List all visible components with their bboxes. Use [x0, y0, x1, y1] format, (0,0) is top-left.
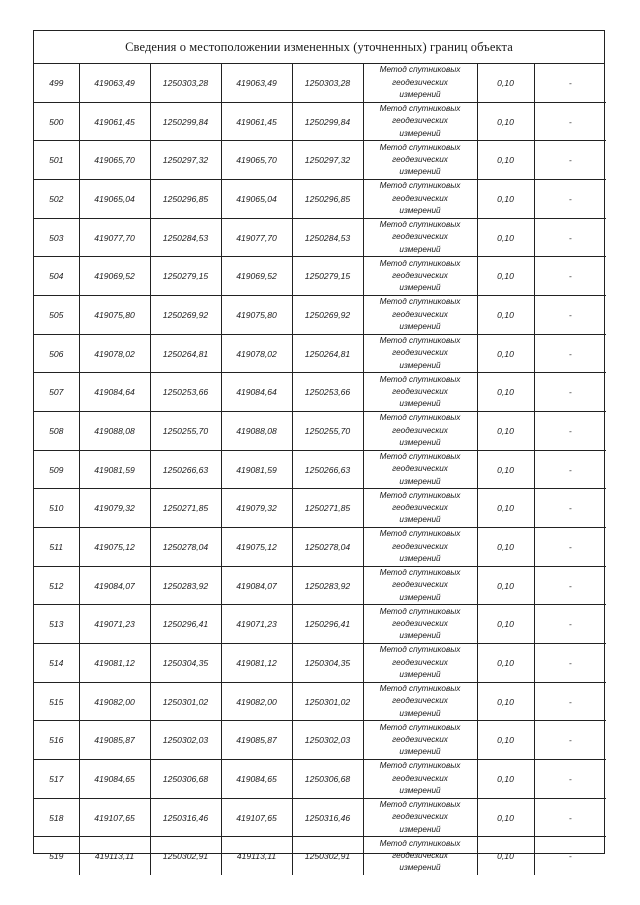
method-line: Метод спутниковых	[379, 413, 461, 423]
method-line: измерений	[399, 244, 441, 254]
accuracy-cell: 0,10	[477, 760, 534, 799]
point-number-cell: 513	[34, 605, 79, 644]
refined-x-cell: 419088,08	[221, 412, 292, 451]
existing-x-cell: 419077,70	[79, 218, 150, 257]
coordinates-table	[34, 64, 606, 875]
method-cell	[363, 489, 477, 528]
table-row	[34, 412, 606, 451]
method-line: измерений	[399, 670, 441, 680]
accuracy-cell: 0,10	[477, 373, 534, 412]
method-cell	[363, 760, 477, 799]
existing-y-cell: 1250278,04	[150, 528, 221, 567]
existing-x-cell: 419069,52	[79, 257, 150, 296]
method-cell	[363, 798, 477, 837]
refined-x-cell: 419079,32	[221, 489, 292, 528]
refined-x-cell: 419084,07	[221, 566, 292, 605]
refined-y-cell: 1250303,28	[292, 64, 363, 102]
refined-y-cell: 1250278,04	[292, 528, 363, 567]
method-line: геодезических	[392, 425, 448, 435]
method-line: Метод спутниковых	[379, 374, 461, 384]
accuracy-cell: 0,10	[477, 257, 534, 296]
existing-x-cell: 419065,04	[79, 180, 150, 219]
point-number-cell: 510	[34, 489, 79, 528]
method-line: геодезических	[392, 232, 448, 242]
table-row	[34, 605, 606, 644]
method-line: геодезических	[392, 309, 448, 319]
point-number-cell: 502	[34, 180, 79, 219]
existing-y-cell: 1250264,81	[150, 334, 221, 373]
existing-y-cell: 1250301,02	[150, 682, 221, 721]
method-line: геодезических	[392, 77, 448, 87]
table-row	[34, 837, 606, 875]
refined-y-cell: 1250297,32	[292, 141, 363, 180]
method-line: Метод спутниковых	[379, 181, 461, 191]
existing-x-cell: 419061,45	[79, 102, 150, 141]
refined-y-cell: 1250264,81	[292, 334, 363, 373]
table-row	[34, 798, 606, 837]
method-line: геодезических	[392, 812, 448, 822]
refined-x-cell: 419061,45	[221, 102, 292, 141]
existing-x-cell: 419081,12	[79, 644, 150, 683]
refined-x-cell: 419069,52	[221, 257, 292, 296]
point-number-cell: 519	[34, 837, 79, 875]
method-cell	[363, 412, 477, 451]
existing-y-cell: 1250302,03	[150, 721, 221, 760]
table-row	[34, 180, 606, 219]
method-line: измерений	[399, 167, 441, 177]
method-line: геодезических	[392, 154, 448, 164]
existing-x-cell: 419075,12	[79, 528, 150, 567]
note-cell: -	[534, 257, 606, 296]
method-line: измерений	[399, 206, 441, 216]
note-cell: -	[534, 412, 606, 451]
point-number-cell: 506	[34, 334, 79, 373]
table-row	[34, 296, 606, 335]
accuracy-cell: 0,10	[477, 605, 534, 644]
refined-y-cell: 1250284,53	[292, 218, 363, 257]
method-cell	[363, 373, 477, 412]
existing-x-cell: 419075,80	[79, 296, 150, 335]
accuracy-cell: 0,10	[477, 837, 534, 875]
method-line: геодезических	[392, 464, 448, 474]
table-row	[34, 141, 606, 180]
existing-x-cell: 419071,23	[79, 605, 150, 644]
method-cell	[363, 296, 477, 335]
method-line: измерений	[399, 708, 441, 718]
method-cell	[363, 721, 477, 760]
table-row	[34, 721, 606, 760]
refined-x-cell: 419078,02	[221, 334, 292, 373]
method-line: измерений	[399, 631, 441, 641]
point-number-cell: 508	[34, 412, 79, 451]
existing-x-cell: 419113,11	[79, 837, 150, 875]
point-number-cell: 507	[34, 373, 79, 412]
table-row	[34, 64, 606, 102]
refined-y-cell: 1250302,91	[292, 837, 363, 875]
table-row	[34, 682, 606, 721]
existing-y-cell: 1250284,53	[150, 218, 221, 257]
note-cell: -	[534, 218, 606, 257]
table-row	[34, 257, 606, 296]
accuracy-cell: 0,10	[477, 334, 534, 373]
refined-y-cell: 1250296,85	[292, 180, 363, 219]
accuracy-cell: 0,10	[477, 102, 534, 141]
existing-x-cell: 419081,59	[79, 450, 150, 489]
refined-y-cell: 1250302,03	[292, 721, 363, 760]
refined-y-cell: 1250299,84	[292, 102, 363, 141]
table-title: Сведения о местоположении измененных (уточненных) границ объекта	[34, 31, 604, 64]
method-line: Метод спутниковых	[379, 761, 461, 771]
note-cell: -	[534, 721, 606, 760]
accuracy-cell: 0,10	[477, 412, 534, 451]
method-line: измерений	[399, 283, 441, 293]
method-line: Метод спутниковых	[379, 799, 461, 809]
refined-y-cell: 1250266,63	[292, 450, 363, 489]
method-cell	[363, 682, 477, 721]
refined-x-cell: 419085,87	[221, 721, 292, 760]
note-cell: -	[534, 682, 606, 721]
refined-x-cell: 419075,80	[221, 296, 292, 335]
note-cell: -	[534, 64, 606, 102]
existing-x-cell: 419084,07	[79, 566, 150, 605]
method-line: геодезических	[392, 193, 448, 203]
existing-y-cell: 1250255,70	[150, 412, 221, 451]
method-line: геодезических	[392, 580, 448, 590]
table-row	[34, 489, 606, 528]
method-line: геодезических	[392, 619, 448, 629]
refined-x-cell: 419065,04	[221, 180, 292, 219]
method-line: Метод спутниковых	[379, 103, 461, 113]
table-row	[34, 566, 606, 605]
existing-y-cell: 1250271,85	[150, 489, 221, 528]
accuracy-cell: 0,10	[477, 296, 534, 335]
method-line: Метод спутниковых	[379, 258, 461, 268]
method-line: Метод спутниковых	[379, 838, 461, 848]
note-cell: -	[534, 798, 606, 837]
existing-y-cell: 1250296,85	[150, 180, 221, 219]
accuracy-cell: 0,10	[477, 489, 534, 528]
method-line: Метод спутниковых	[379, 142, 461, 152]
method-line: измерений	[399, 747, 441, 757]
table-row	[34, 218, 606, 257]
existing-y-cell: 1250296,41	[150, 605, 221, 644]
method-cell	[363, 450, 477, 489]
method-cell	[363, 644, 477, 683]
method-line: Метод спутниковых	[379, 529, 461, 539]
existing-y-cell: 1250299,84	[150, 102, 221, 141]
method-line: геодезических	[392, 657, 448, 667]
existing-y-cell: 1250266,63	[150, 450, 221, 489]
method-line: измерений	[399, 863, 441, 873]
method-cell	[363, 141, 477, 180]
refined-y-cell: 1250271,85	[292, 489, 363, 528]
refined-y-cell: 1250301,02	[292, 682, 363, 721]
method-line: измерений	[399, 90, 441, 100]
existing-x-cell: 419063,49	[79, 64, 150, 102]
point-number-cell: 518	[34, 798, 79, 837]
existing-y-cell: 1250269,92	[150, 296, 221, 335]
method-line: измерений	[399, 476, 441, 486]
note-cell: -	[534, 450, 606, 489]
refined-x-cell: 419113,11	[221, 837, 292, 875]
existing-x-cell: 419078,02	[79, 334, 150, 373]
note-cell: -	[534, 296, 606, 335]
note-cell: -	[534, 528, 606, 567]
method-cell	[363, 102, 477, 141]
refined-x-cell: 419082,00	[221, 682, 292, 721]
accuracy-cell: 0,10	[477, 64, 534, 102]
refined-x-cell: 419077,70	[221, 218, 292, 257]
note-cell: -	[534, 489, 606, 528]
existing-x-cell: 419085,87	[79, 721, 150, 760]
method-line: геодезических	[392, 348, 448, 358]
existing-x-cell: 419082,00	[79, 682, 150, 721]
accuracy-cell: 0,10	[477, 721, 534, 760]
method-line: геодезических	[392, 270, 448, 280]
method-line: измерений	[399, 128, 441, 138]
refined-y-cell: 1250255,70	[292, 412, 363, 451]
refined-y-cell: 1250306,68	[292, 760, 363, 799]
point-number-cell: 500	[34, 102, 79, 141]
method-line: Метод спутниковых	[379, 65, 461, 75]
table-row	[34, 644, 606, 683]
refined-y-cell: 1250253,66	[292, 373, 363, 412]
method-cell	[363, 334, 477, 373]
method-line: измерений	[399, 554, 441, 564]
method-line: измерений	[399, 438, 441, 448]
point-number-cell: 515	[34, 682, 79, 721]
method-cell	[363, 218, 477, 257]
method-line: геодезических	[392, 851, 448, 861]
table-row	[34, 102, 606, 141]
table-row	[34, 450, 606, 489]
refined-y-cell: 1250283,92	[292, 566, 363, 605]
method-line: геодезических	[392, 696, 448, 706]
method-line: измерений	[399, 322, 441, 332]
method-line: Метод спутниковых	[379, 567, 461, 577]
method-line: измерений	[399, 515, 441, 525]
accuracy-cell: 0,10	[477, 566, 534, 605]
point-number-cell: 509	[34, 450, 79, 489]
existing-y-cell: 1250304,35	[150, 644, 221, 683]
method-cell	[363, 180, 477, 219]
accuracy-cell: 0,10	[477, 528, 534, 567]
method-cell	[363, 605, 477, 644]
refined-y-cell: 1250304,35	[292, 644, 363, 683]
table-row	[34, 528, 606, 567]
point-number-cell: 516	[34, 721, 79, 760]
note-cell: -	[534, 566, 606, 605]
method-line: геодезических	[392, 503, 448, 513]
note-cell: -	[534, 334, 606, 373]
existing-x-cell: 419065,70	[79, 141, 150, 180]
existing-x-cell: 419084,64	[79, 373, 150, 412]
method-line: Метод спутниковых	[379, 683, 461, 693]
existing-y-cell: 1250302,91	[150, 837, 221, 875]
point-number-cell: 514	[34, 644, 79, 683]
existing-y-cell: 1250279,15	[150, 257, 221, 296]
refined-x-cell: 419081,59	[221, 450, 292, 489]
note-cell: -	[534, 102, 606, 141]
refined-x-cell: 419107,65	[221, 798, 292, 837]
point-number-cell: 499	[34, 64, 79, 102]
refined-y-cell: 1250316,46	[292, 798, 363, 837]
method-line: Метод спутниковых	[379, 297, 461, 307]
method-cell	[363, 64, 477, 102]
point-number-cell: 503	[34, 218, 79, 257]
point-number-cell: 517	[34, 760, 79, 799]
method-line: Метод спутниковых	[379, 645, 461, 655]
table-row	[34, 334, 606, 373]
method-line: измерений	[399, 360, 441, 370]
method-line: измерений	[399, 399, 441, 409]
existing-y-cell: 1250303,28	[150, 64, 221, 102]
method-cell	[363, 257, 477, 296]
note-cell: -	[534, 644, 606, 683]
refined-x-cell: 419081,12	[221, 644, 292, 683]
method-line: Метод спутниковых	[379, 490, 461, 500]
method-line: измерений	[399, 592, 441, 602]
refined-x-cell: 419084,65	[221, 760, 292, 799]
refined-x-cell: 419063,49	[221, 64, 292, 102]
method-line: Метод спутниковых	[379, 219, 461, 229]
existing-y-cell: 1250316,46	[150, 798, 221, 837]
accuracy-cell: 0,10	[477, 644, 534, 683]
method-line: Метод спутниковых	[379, 335, 461, 345]
note-cell: -	[534, 760, 606, 799]
note-cell: -	[534, 605, 606, 644]
note-cell: -	[534, 180, 606, 219]
method-cell	[363, 566, 477, 605]
refined-y-cell: 1250269,92	[292, 296, 363, 335]
refined-x-cell: 419084,64	[221, 373, 292, 412]
table-row	[34, 760, 606, 799]
table-row	[34, 373, 606, 412]
note-cell: -	[534, 141, 606, 180]
existing-x-cell: 419084,65	[79, 760, 150, 799]
note-cell: -	[534, 373, 606, 412]
existing-y-cell: 1250297,32	[150, 141, 221, 180]
refined-x-cell: 419071,23	[221, 605, 292, 644]
point-number-cell: 504	[34, 257, 79, 296]
refined-x-cell: 419075,12	[221, 528, 292, 567]
refined-x-cell: 419065,70	[221, 141, 292, 180]
existing-y-cell: 1250283,92	[150, 566, 221, 605]
existing-x-cell: 419107,65	[79, 798, 150, 837]
existing-x-cell: 419088,08	[79, 412, 150, 451]
point-number-cell: 505	[34, 296, 79, 335]
method-line: Метод спутниковых	[379, 722, 461, 732]
accuracy-cell: 0,10	[477, 141, 534, 180]
document-sheet	[33, 30, 605, 873]
method-line: геодезических	[392, 387, 448, 396]
method-cell	[363, 837, 477, 875]
method-line: геодезических	[392, 773, 448, 783]
method-line: Метод спутниковых	[379, 451, 461, 461]
method-line: Метод спутниковых	[379, 606, 461, 616]
method-line: геодезических	[392, 116, 448, 126]
method-line: геодезических	[392, 541, 448, 551]
method-line: измерений	[399, 786, 441, 796]
accuracy-cell: 0,10	[477, 218, 534, 257]
point-number-cell: 501	[34, 141, 79, 180]
note-cell: -	[534, 837, 606, 875]
accuracy-cell: 0,10	[477, 180, 534, 219]
existing-y-cell: 1250253,66	[150, 373, 221, 412]
table-body	[34, 64, 606, 875]
point-number-cell: 511	[34, 528, 79, 567]
accuracy-cell: 0,10	[477, 798, 534, 837]
method-cell	[363, 528, 477, 567]
existing-x-cell: 419079,32	[79, 489, 150, 528]
method-line: геодезических	[392, 735, 448, 745]
accuracy-cell: 0,10	[477, 682, 534, 721]
refined-y-cell: 1250279,15	[292, 257, 363, 296]
method-line: измерений	[399, 824, 441, 834]
existing-y-cell: 1250306,68	[150, 760, 221, 799]
refined-y-cell: 1250296,41	[292, 605, 363, 644]
point-number-cell: 512	[34, 566, 79, 605]
accuracy-cell: 0,10	[477, 450, 534, 489]
